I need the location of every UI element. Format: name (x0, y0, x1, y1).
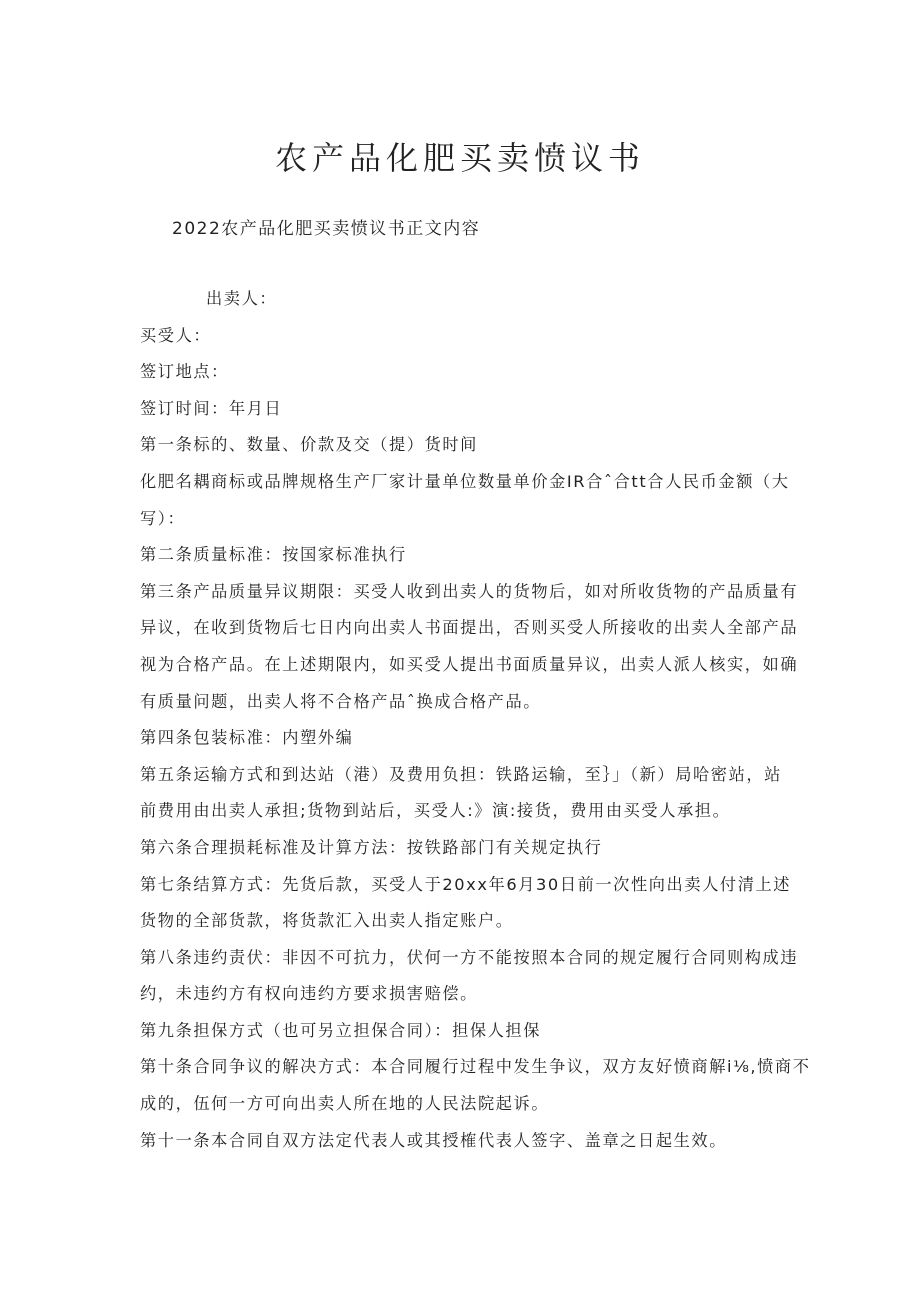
buyer-field: 买受人： (140, 325, 212, 345)
signing-place-field: 签订地点： (140, 362, 229, 382)
article-1-heading: 第一条标的、数量、价款及交（提）货时间 (140, 435, 478, 455)
seller-field: 出卖人： (206, 289, 278, 308)
article-4: 第四条包装标准：内塑外编 (140, 728, 354, 748)
article-1-table-header-cont: 写）： (140, 508, 186, 528)
document-subtitle: 2022农产品化肥买卖愤议书正文内容 (172, 219, 481, 239)
article-7-line-2: 货物的全部货款，将货款汇入出卖人指定账户。 (140, 911, 514, 931)
article-1-table-header: 化肥名耦商标或品牌规格生产厂家计量单位数量单价金IR合ˆ合tt合人民币金额（大 (140, 471, 790, 491)
article-5-line-1: 第五条运输方式和到达站（港）及费用负担：铁路运输，至｝」（新）局哈密站，站 (140, 764, 782, 784)
article-8-line-1: 第八条违约责伏：非因不可抗力，伏何一方不能按照本合同的规定履行合同则构成违 (140, 947, 799, 967)
contract-body (140, 281, 811, 1159)
article-3-line-1: 第三条产品质量异议期限：买受人收到出卖人的货物后，如对所收货物的产品质量有 (140, 581, 799, 601)
article-10-line-2: 成的，伍何一方可向出卖人所在地的人民法院起诉。 (140, 1094, 550, 1114)
signing-date-field: 签订时间：年月日 (140, 398, 283, 418)
article-10-line-1: 第十条合同争议的解决方式：本合同履行过程中发生争议，双方友好愤商解i⅛,愤商不 (140, 1057, 811, 1077)
article-3-line-4: 有质量问题，出卖人将不合格产品ˆ换成合格产品。 (140, 691, 542, 711)
article-2: 第二条质量标准：按国家标准执行 (140, 545, 407, 565)
article-3-line-2: 异议，在收到货物后七日内向出卖人书面提出，否则买受人所接收的出卖人全部产品 (140, 618, 799, 638)
article-7-line-1: 第七条结算方式：先货后款，买受人于20xx年6月30日前一次性向出卖人付清上述 (140, 874, 792, 894)
article-8-line-2: 约，未违约方有权向违约方要求损害赔偿。 (140, 984, 478, 1004)
document-title: 农产品化肥买卖愤议书 (274, 139, 645, 177)
article-3-line-3: 视为合格产品。在上述期限内，如买受人提出书面质量异议，出卖人派人核实，如确 (140, 654, 799, 674)
article-9: 第九条担保方式（也可另立担保合同）：担保人担保 (140, 1020, 542, 1040)
article-5-line-2: 前费用由出卖人承担;货物到站后，买受人:》演:接货，费用由买受人承担。 (140, 801, 731, 821)
article-11: 第十一条本合同自双方法定代表人或其授榷代表人签字、盖章之日起生效。 (140, 1130, 727, 1150)
article-6: 第六条合理损耗标准及计算方法：按铁路部门有关规定执行 (140, 837, 603, 857)
